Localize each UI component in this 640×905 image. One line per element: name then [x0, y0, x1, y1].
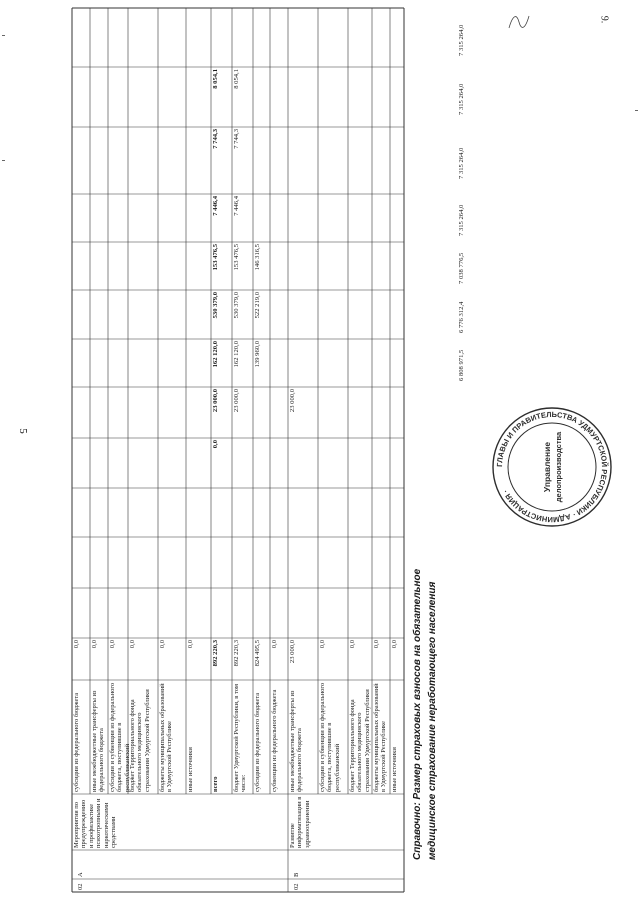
value-cell: 892 220,3 — [233, 640, 240, 667]
funding-source: бюджеты муниципальных образований в Удмуртской Республике — [159, 683, 174, 792]
value-cell: 530 379,0 — [212, 292, 219, 319]
row-number: 02 — [293, 883, 300, 890]
note-value: 7 315 264,0 — [458, 83, 465, 115]
table-content — [72, 8, 404, 892]
value-cell: 0,0 — [319, 640, 326, 649]
page-number: 5 — [16, 428, 29, 434]
note-value: 7 315 264,0 — [458, 24, 465, 56]
value-cell: 7 446,4 — [212, 196, 219, 216]
value-cell: 522 219,0 — [254, 292, 261, 319]
scan-mark — [2, 160, 5, 161]
row-number: 02 — [77, 883, 84, 890]
value-cell: 162 120,0 — [212, 341, 219, 368]
scan-mark — [635, 110, 638, 111]
value-cell: 7 744,3 — [212, 129, 219, 149]
funding-source: бюджет Удмуртской Республики, в том числе: — [233, 684, 248, 792]
value-cell: 0,0 — [187, 640, 194, 649]
note-value: 6 808 971,5 — [458, 349, 465, 381]
funding-source: иные межбюджетные трансферты из федерального бюджета — [289, 690, 304, 792]
value-cell: 7 446,4 — [233, 196, 240, 216]
funding-source: субсидии и субвенции из федерального бюджета, поступившие в республиканский — [109, 682, 131, 792]
value-cell: 892 220,3 — [212, 640, 219, 667]
note-value: 7 315 264,0 — [458, 204, 465, 236]
scan-mark — [2, 35, 5, 36]
note-value: 7 315 264,0 — [458, 147, 465, 179]
value-cell: 0,0 — [271, 640, 278, 649]
value-cell: 7 744,3 — [233, 129, 240, 149]
funding-source: иные источники — [391, 747, 398, 792]
funding-source: всего — [212, 776, 219, 792]
funding-source: бюджет Территориального фонда обязательного медицинского страхования Удмуртской Республики — [349, 689, 371, 792]
funding-source: бюджеты муниципальных образований в Удмуртской Республике — [373, 683, 388, 792]
measure-name: Развитие информатизации в здравоохранении — [289, 796, 311, 848]
official-stamp — [490, 405, 614, 529]
funding-source: субсидии и субвенции из федерального бюджета, поступившие в республиканский — [319, 682, 341, 792]
funding-source: субсидии из федерального бюджета — [73, 692, 80, 792]
value-cell: 8 054,1 — [233, 69, 240, 89]
value-cell: 153 476,5 — [212, 244, 219, 271]
funding-source: иные источники — [187, 747, 194, 792]
value-cell: 23 000,0 — [289, 389, 296, 413]
value-cell: 8 054,1 — [212, 69, 219, 89]
value-cell: 0,0 — [159, 640, 166, 649]
svg-text:ГЛАВЫ И ПРАВИТЕЛЬСТВА УДМУРТСК — [495, 410, 609, 524]
funding-source: бюджет Территориального фонда обязательного медицинского страхования Удмуртской Республики — [129, 689, 151, 792]
reference-note: Справочно: Размер страховых взносов на обязательное медицинское страхование неработающего населения — [412, 568, 438, 860]
value-cell: 0,0 — [91, 640, 98, 649]
row-letter: А — [77, 872, 84, 877]
value-cell: 23 000,0 — [233, 389, 240, 413]
funding-source: субсидии из федерального бюджета — [254, 692, 261, 792]
row-letter: В — [293, 872, 300, 877]
corner-number: 9. — [598, 15, 610, 24]
value-cell: 0,0 — [349, 640, 356, 649]
measure-name: Мероприятия по предупреждению и профилактике психотропными и наркотическими средствами — [73, 798, 118, 848]
value-cell: 0,0 — [212, 440, 219, 449]
stamp-ring-text: ГЛАВЫ И ПРАВИТЕЛЬСТВА УДМУРТСКОЙ РЕСПУБЛИКИ · АДМИНИСТРАЦИЯ · — [494, 409, 610, 525]
value-cell: 0,0 — [391, 640, 398, 649]
value-cell: 146 316,5 — [254, 244, 261, 271]
stamp-center-line1: Управление — [542, 441, 552, 493]
value-cell: 153 476,5 — [233, 244, 240, 271]
funding-source: субвенции из федерального бюджета — [271, 689, 278, 792]
value-cell: 0,0 — [109, 640, 116, 649]
value-cell: 162 120,0 — [233, 341, 240, 368]
note-value: 6 776 312,4 — [458, 301, 465, 333]
value-cell: 0,0 — [373, 640, 380, 649]
value-cell: 23 000,0 — [289, 640, 296, 664]
value-cell: 530 379,0 — [233, 292, 240, 319]
value-cell: 23 000,0 — [212, 389, 219, 413]
stamp-center-line2: делопроизводства — [554, 431, 563, 503]
value-cell: 0,0 — [129, 640, 136, 649]
signature-mark — [505, 10, 533, 32]
value-cell: 824 495,5 — [254, 640, 261, 667]
value-cell: 139 960,0 — [254, 341, 261, 368]
note-value: 7 038 776,5 — [458, 252, 465, 284]
value-cell: 0,0 — [73, 640, 80, 649]
funding-source: иные межбюджетные трансферты из федерального бюджета — [91, 690, 106, 792]
